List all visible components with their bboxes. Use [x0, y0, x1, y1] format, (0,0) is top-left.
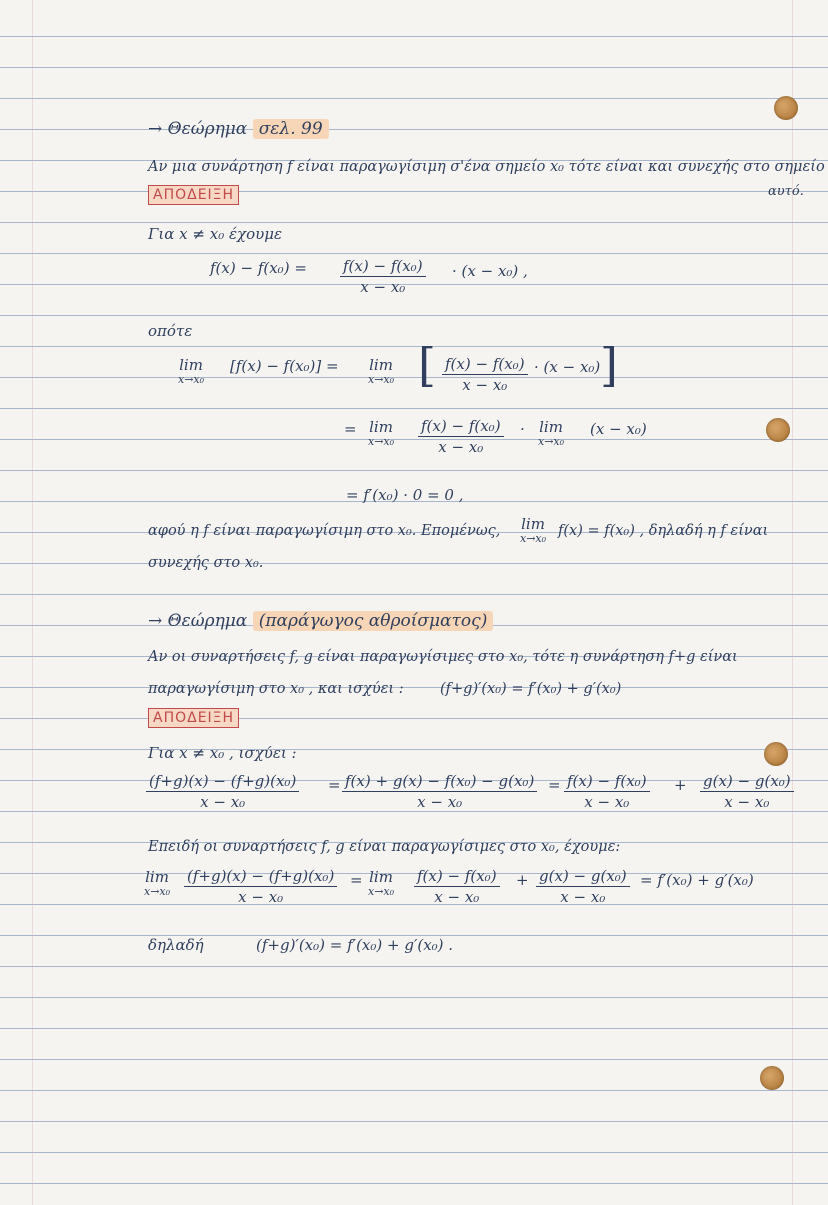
eq5-fraction-4: $\frac{\text{g(x) − g(x₀)}}{\text{x − x₀}}$: [700, 772, 794, 811]
eq4-line: = f′(x₀) · 0 = 0 ,: [346, 486, 464, 504]
limit-operator: lim x→x₀: [368, 868, 395, 898]
equals-sign: =: [328, 776, 341, 794]
therefore-text: δηλαδή: [148, 936, 204, 954]
eq3-fraction: $\frac{\text{f(x) − f(x₀)}}{\text{x − x₀}}$: [418, 417, 504, 456]
theorem1-heading: → Θεώρημα σελ. 99: [148, 120, 329, 138]
eq5-fraction-2: $\frac{\text{f(x) + g(x) − f(x₀) − g(x₀)}}{\text{x − x₀}}$: [342, 772, 537, 811]
eq6-fraction-2: $\frac{\text{f(x) − f(x₀)}}{\text{x − x₀}}$: [414, 867, 500, 906]
equals-sign: =: [548, 776, 561, 794]
eq1-lhs: f(x) − f(x₀) =: [210, 259, 307, 277]
right-bracket: ]: [600, 338, 618, 392]
eq1-fraction: $\frac{\text{f(x) − f(x₀)}}{\text{x − x₀}}$: [340, 257, 426, 296]
theorem2-intro: Για x ≠ x₀ , ισχύει :: [148, 744, 297, 762]
left-bracket: [: [418, 338, 436, 392]
plus-sign: +: [516, 871, 529, 889]
eq3-dot: ·: [520, 420, 525, 438]
equals-sign: =: [350, 871, 363, 889]
proof-label: ΑΠΟΔΕΙΞΗ: [148, 708, 239, 728]
binder-hole-icon: [764, 742, 788, 766]
theorem1-statement-end: αυτό.: [768, 184, 804, 199]
eq2-fraction: $\frac{\text{f(x) − f(x₀)}}{\text{x − x₀}}$: [442, 355, 528, 394]
theorem2-statement-2a: παραγωγίσιμη στο x₀ , και ισχύει :: [148, 681, 404, 697]
eq2-lhs: [f(x) − f(x₀)] =: [230, 357, 339, 375]
theorem2-subtitle: (παράγωγος αθροίσματος): [253, 611, 494, 631]
eq3-equals: =: [344, 420, 357, 438]
limit-operator: lim x→x₀: [538, 418, 565, 448]
limit-operator: lim x→x₀: [368, 418, 395, 448]
eq1-tail: · (x − x₀) ,: [452, 262, 528, 280]
plus-sign: +: [674, 776, 687, 794]
limit-operator: lim x→x₀: [178, 356, 205, 386]
eq6-fraction-1: $\frac{\text{(f+g)(x) − (f+g)(x₀)}}{\text{x − x₀}}$: [184, 867, 337, 906]
theorem1-conclusion-end: συνεχής στο x₀.: [148, 555, 264, 571]
eq2-tail: · (x − x₀): [534, 358, 601, 376]
binder-hole-icon: [760, 1066, 784, 1090]
proof-label: ΑΠΟΔΕΙΞΗ: [148, 185, 239, 205]
theorem2-result: (f+g)′(x₀) = f′(x₀) + g′(x₀) .: [256, 936, 454, 954]
binder-hole-icon: [774, 96, 798, 120]
theorem2-formula: (f+g)′(x₀) = f′(x₀) + g′(x₀): [440, 681, 622, 697]
eq3-tail: (x − x₀): [590, 420, 647, 438]
limit-operator: lim x→x₀: [144, 868, 171, 898]
limit-operator: lim x→x₀: [520, 515, 547, 545]
theorem1-intro: Για x ≠ x₀ έχουμε: [148, 225, 283, 243]
limit-operator: lim x→x₀: [368, 356, 395, 386]
eq6-tail: = f′(x₀) + g′(x₀): [640, 871, 754, 889]
theorem2-heading: → Θεώρημα (παράγωγος αθροίσματος): [148, 612, 493, 630]
theorem1-conclusion-a: αφού η f είναι παραγωγίσιμη στο x₀. Επομένως,: [148, 523, 501, 539]
eq6-fraction-3: $\frac{\text{g(x) − g(x₀)}}{\text{x − x₀}}$: [536, 867, 630, 906]
eq5-fraction-1: $\frac{\text{(f+g)(x) − (f+g)(x₀)}}{\text{x − x₀}}$: [146, 772, 299, 811]
margin-line: [792, 0, 793, 1205]
theorem1-statement: Αν μια συνάρτηση f είναι παραγωγίσιμη σ'ένα σημείο x₀ τότε είναι και συνεχής στο σημείο: [148, 159, 825, 175]
page-reference: σελ. 99: [253, 119, 329, 139]
margin-line: [32, 0, 33, 1205]
binder-hole-icon: [766, 418, 790, 442]
hence-text: οπότε: [148, 322, 193, 340]
theorem2-since: Επειδή οι συναρτήσεις f, g είναι παραγωγίσιμες στο x₀, έχουμε:: [148, 839, 621, 855]
theorem2-statement-1: Αν οι συναρτήσεις f, g είναι παραγωγίσιμες στο x₀, τότε η συνάρτηση f+g είναι: [148, 649, 738, 665]
eq5-fraction-3: $\frac{\text{f(x) − f(x₀)}}{\text{x − x₀}}$: [564, 772, 650, 811]
theorem1-conclusion-b: f(x) = f(x₀) , δηλαδή η f είναι: [558, 523, 769, 539]
